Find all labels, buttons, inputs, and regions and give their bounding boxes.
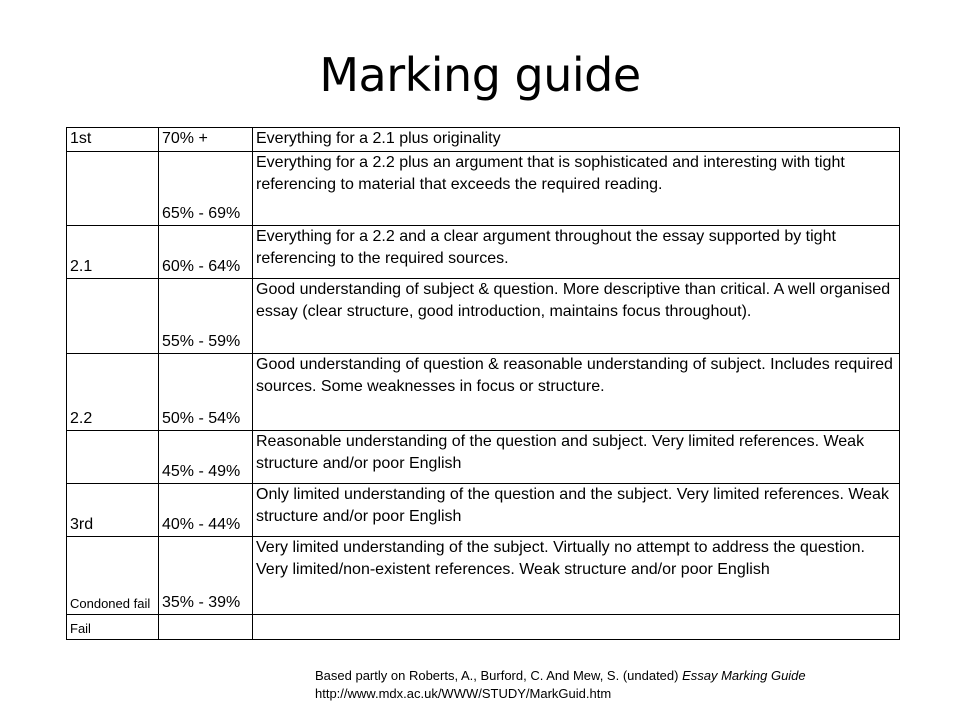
range-cell: 70% +	[159, 128, 253, 152]
citation-line	[315, 667, 806, 685]
description-cell: Everything for a 2.2 and a clear argument throughout the essay supported by tight referencing to the required sources.	[253, 226, 900, 279]
slide-title: Marking guide	[319, 48, 641, 102]
table-row	[67, 431, 900, 484]
range-cell: 55% - 59%	[159, 279, 253, 354]
grade-cell: Fail	[67, 615, 159, 640]
range-cell: 45% - 49%	[159, 431, 253, 484]
description-cell: Very limited understanding of the subject. Virtually no attempt to address the question. Very limited/non-existent references. Weak structure and/or poor English	[253, 537, 900, 615]
table-row	[67, 279, 900, 354]
grade-cell: 1st	[67, 128, 159, 152]
table-row	[67, 128, 900, 152]
range-cell: 65% - 69%	[159, 152, 253, 226]
description-cell: Everything for a 2.1 plus originality	[253, 128, 900, 152]
description-cell: Only limited understanding of the question and the subject. Very limited references. Weak structure and/or poor English	[253, 484, 900, 537]
table-row	[67, 354, 900, 431]
table-row	[67, 537, 900, 615]
grade-cell: 2.2	[67, 354, 159, 431]
table-row	[67, 484, 900, 537]
grade-cell: 3rd	[67, 484, 159, 537]
range-cell: 35% - 39%	[159, 537, 253, 615]
citation-title: Essay Marking Guide	[682, 668, 806, 683]
grade-cell	[67, 152, 159, 226]
grade-cell	[67, 431, 159, 484]
range-cell	[159, 615, 253, 640]
table-row	[67, 152, 900, 226]
range-cell: 50% - 54%	[159, 354, 253, 431]
description-cell: Reasonable understanding of the question and subject. Very limited references. Weak structure and/or poor English	[253, 431, 900, 484]
table-row	[67, 615, 900, 640]
citation-url: http://www.mdx.ac.uk/WWW/STUDY/MarkGuid.htm	[315, 686, 612, 701]
description-cell	[253, 615, 900, 640]
description-cell: Good understanding of question & reasonable understanding of subject. Includes required sources. Some weaknesses in focus or structure.	[253, 354, 900, 431]
marking-guide-table	[66, 127, 900, 640]
grade-cell	[67, 279, 159, 354]
description-cell: Good understanding of subject & question. More descriptive than critical. A well organised essay (clear structure, good introduction, maintains focus throughout).	[253, 279, 900, 354]
grade-cell: Condoned fail	[67, 537, 159, 615]
citation-footer	[315, 667, 806, 703]
range-cell: 60% - 64%	[159, 226, 253, 279]
citation-prefix: Based partly on Roberts, A., Burford, C. And Mew, S. (undated)	[315, 668, 683, 683]
range-cell: 40% - 44%	[159, 484, 253, 537]
grade-cell: 2.1	[67, 226, 159, 279]
table-row	[67, 226, 900, 279]
description-cell: Everything for a 2.2 plus an argument that is sophisticated and interesting with tight referencing to material that exceeds the required reading.	[253, 152, 900, 226]
